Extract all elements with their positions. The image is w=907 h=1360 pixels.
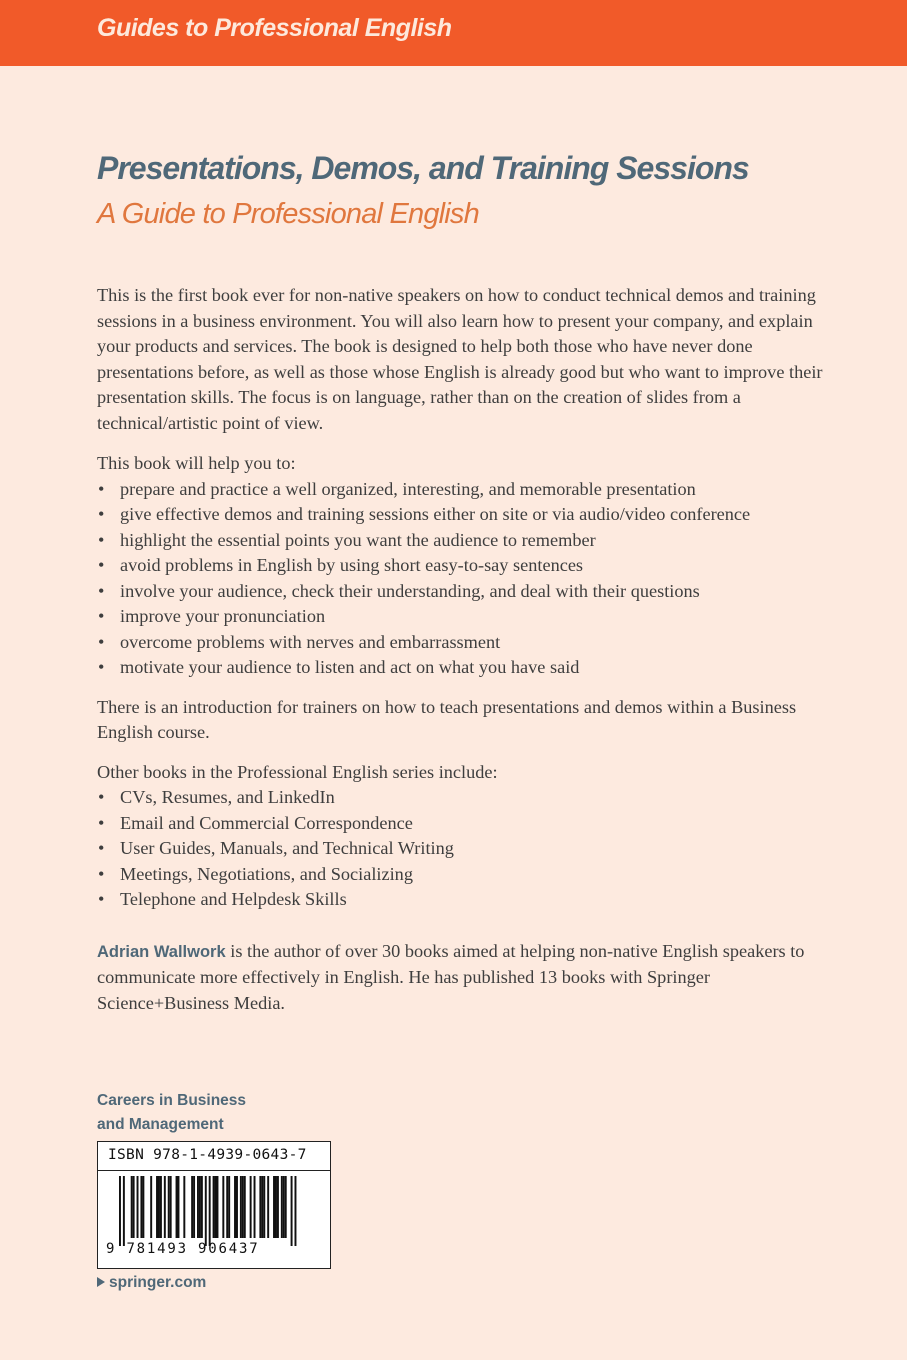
author-paragraph [97, 939, 837, 1017]
author-bio: is the author of over 30 books aimed at helping non-native English speakers to communicate more effectively in English. He has published 13 books with Springer Science+Business Media. [97, 940, 805, 1013]
isbn-barcode [97, 1141, 331, 1269]
other-book-item: • Telephone and Helpdesk Skills [97, 887, 837, 913]
category-line1: Careers in Business [97, 1092, 247, 1109]
intro-paragraph: This is the first book ever for non-native speakers on how to conduct technical demos and training sessions in a business environment. You will also learn how to present your company, and explain your products and services. The book is designed to help both those who have never done presentations before, as well as those whose English is already good but who want to improve their presentation skills. The focus is on language, rather than on the creation of slides from a technical/artistic point of view. [97, 285, 823, 433]
isbn-label: ISBN 978-1-4939-0643-7 [108, 1147, 307, 1163]
barcode-digits: 9 781493 906437 [106, 1241, 260, 1257]
others-list [97, 785, 837, 913]
book-title: Presentations, Demos, and Training Sessions [97, 150, 749, 186]
other-book-item: • CVs, Resumes, and LinkedIn [97, 785, 837, 811]
author-name: Adrian Wallwork [97, 942, 226, 961]
series-title: Guides to Professional English [97, 14, 452, 42]
help-heading: This book will help you to: [97, 453, 296, 473]
help-list [97, 477, 837, 681]
other-book-item: • Email and Commercial Correspondence [97, 811, 837, 837]
help-item: • motivate your audience to listen and act on what you have said [97, 655, 837, 681]
publisher-link[interactable] [97, 1274, 206, 1292]
help-item: • improve your pronunciation [97, 604, 837, 630]
other-book-item: • Meetings, Negotiations, and Socializing [97, 862, 837, 888]
publisher-url: springer.com [109, 1274, 207, 1291]
series-banner [0, 0, 907, 66]
help-item: • overcome problems with nerves and embarrassment [97, 630, 837, 656]
help-item: • involve your audience, check their understanding, and deal with their questions [97, 579, 837, 605]
trainers-paragraph: There is an introduction for trainers on how to teach presentations and demos within a Business English course. [97, 696, 797, 742]
help-item: • highlight the essential points you want the audience to remember [97, 528, 837, 554]
book-subtitle: A Guide to Professional English [97, 198, 479, 230]
help-item: • prepare and practice a well organized, interesting, and memorable presentation [97, 477, 837, 503]
help-item: • give effective demos and training sessions either on site or via audio/video conference [97, 502, 837, 528]
isbn-divider [98, 1170, 330, 1171]
category-line2: and Management [97, 1116, 224, 1133]
others-heading: Other books in the Professional English series include: [97, 761, 498, 782]
back-cover-text [97, 283, 837, 1016]
other-book-item: • User Guides, Manuals, and Technical Writing [97, 836, 837, 862]
category-label [97, 1089, 297, 1137]
arrow-right-icon [97, 1277, 105, 1287]
help-item: • avoid problems in English by using short easy-to-say sentences [97, 553, 837, 579]
